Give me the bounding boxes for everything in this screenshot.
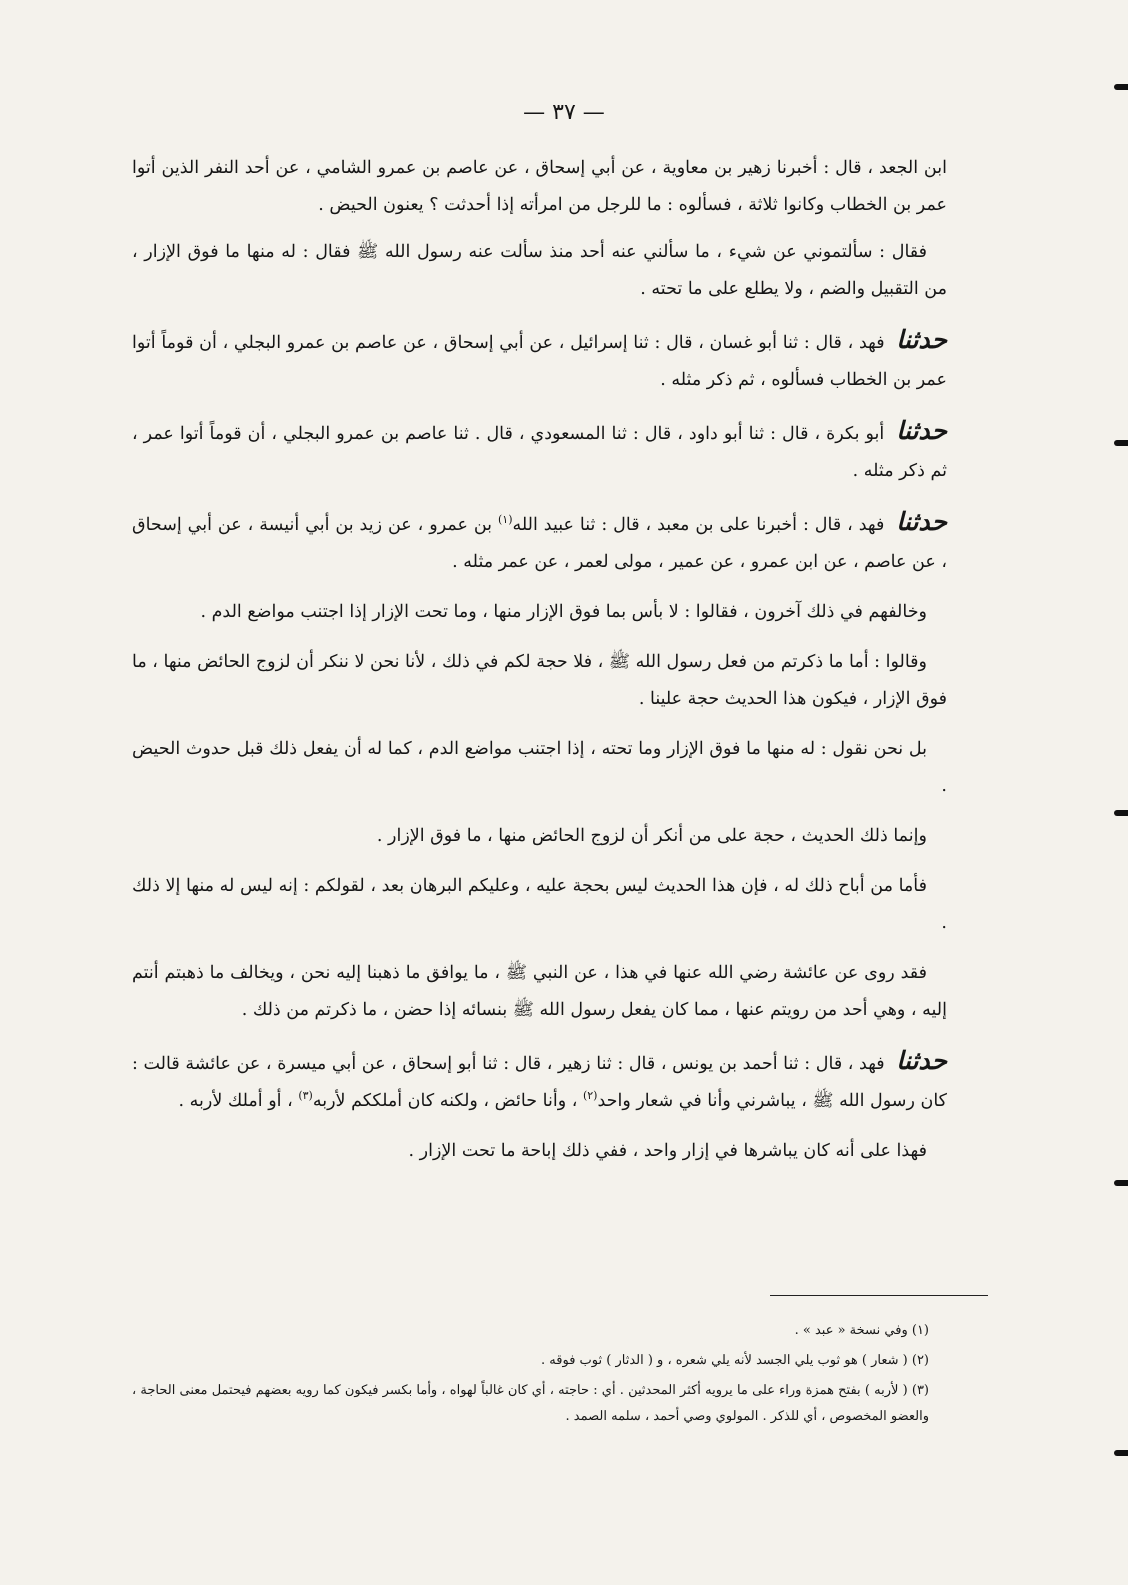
paragraph: بل نحن نقول : له منها ما فوق الإزار وما تحته ، إذا اجتنب مواضع الدم ، كما له أن يفعل ذلك قبل حدوث الحيض . bbox=[132, 739, 947, 796]
edge-mark bbox=[1114, 1180, 1128, 1186]
paragraph-text: فهد ، قال : ثنا أبو غسان ، قال : ثنا إسرائيل ، عن أبي إسحاق ، عن عاصم بن عمرو البجلي ، أن قوماً أتوا عمر بن الخطاب فسألوه ، ثم ذكر مثله . bbox=[132, 333, 947, 390]
footnote: (٢) ( شعار ) هو ثوب يلي الجسد لأنه يلي شعره ، و ( الدثار ) ثوب فوقه . bbox=[541, 1353, 929, 1368]
edge-mark bbox=[1114, 84, 1128, 90]
paragraph-text: بن عمرو ، عن زيد بن أبي أنيسة ، عن أبي إسحاق ، عن عاصم ، عن ابن عمرو ، عن عمير ، مولى لعمر ، عن عمر مثله . bbox=[132, 515, 947, 572]
footnote: (٣) ( لأربه ) بفتح همزة وراء على ما يرويه أكثر المحدثين . أي : حاجته ، أي كان غالباً لهواه ، وأما بكسر فيكون كما رويه بعضهم فيحتمل معنى الحاجة ، والعضو المخصوص ، أي للذكر . المولوي وصي أحمد ، سلمه الصمد . bbox=[132, 1383, 929, 1424]
footnote-ref: (٣) bbox=[298, 1089, 313, 1103]
paragraph bbox=[132, 503, 947, 581]
paragraph: ابن الجعد ، قال : أخبرنا زهير بن معاوية ، عن أبي إسحاق ، عن عاصم بن عمرو الشامي ، عن أحد النفر الذين أتوا عمر بن الخطاب وكانوا ثلاثة ، فسألوه : ما للرجل من امرأته إذا أحدثت ؟ يعنون الحيض . bbox=[132, 158, 947, 215]
paragraph: وخالفهم في ذلك آخرون ، فقالوا : لا بأس بما فوق الإزار منها ، وما تحت الإزار إذا اجتنب مواضع الدم . bbox=[200, 602, 927, 622]
footnotes bbox=[132, 1318, 947, 1434]
paragraph: وقالوا : أما ما ذكرتم من فعل رسول الله ﷺ ، فلا حجة لكم في ذلك ، لأنا نحن لا ننكر أن لزوج الحائض منها ، ما فوق الإزار ، فيكون هذا الحديث حجة علينا . bbox=[132, 652, 947, 709]
paragraph: فقد روى عن عائشة رضي الله عنها في هذا ، عن النبي ﷺ ، ما يوافق ما ذهبنا إليه نحن ، ويخالف ما ذهبتم أنتم إليه ، وهي أحد من رويتم عنها ، مما كان يفعل رسول الله ﷺ بنسائه إذا حضن ، ما ذكرتم من ذلك . bbox=[132, 963, 947, 1020]
edge-mark bbox=[1114, 440, 1128, 446]
paragraph-text: ، أو أملك لأربه . bbox=[178, 1091, 299, 1111]
paragraph: فأما من أباح ذلك له ، فإن هذا الحديث ليس بحجة عليه ، وعليكم البرهان بعد ، لقولكم : إنه ليس له منها إلا ذلك . bbox=[132, 876, 947, 933]
footnote-ref: (٢) bbox=[582, 1089, 598, 1103]
paragraph: فقال : سألتموني عن شيء ، ما سألني عنه أحد منذ سألت عنه رسول الله ﷺ فقال : له منها ما فوق الإزار ، من التقبيل والضم ، ولا يطلع على ما تحته . bbox=[132, 242, 947, 299]
footnote: (١) وفي نسخة « عبد » . bbox=[794, 1323, 929, 1338]
paragraph: فهذا على أنه كان يباشرها في إزار واحد ، ففي ذلك إباحة ما تحت الإزار . bbox=[408, 1141, 927, 1161]
paragraph-text: ، وأنا حائض ، ولكنه كان أملككم لأربه bbox=[312, 1091, 583, 1111]
body-text bbox=[132, 150, 947, 1183]
haddathana-heading: حدثنا bbox=[896, 507, 947, 536]
footnote-ref: (١) bbox=[497, 513, 513, 527]
edge-mark bbox=[1114, 810, 1128, 816]
edge-mark bbox=[1114, 1450, 1128, 1456]
paragraph bbox=[132, 1042, 947, 1120]
haddathana-heading: حدثنا bbox=[896, 1046, 947, 1075]
footnote-rule bbox=[770, 1295, 988, 1296]
paragraph-text: فهد ، قال : أخبرنا على بن معبد ، قال : ثنا عبيد الله bbox=[512, 515, 885, 535]
haddathana-heading: حدثنا bbox=[896, 325, 947, 354]
page-number: — ٣٧ — bbox=[523, 100, 605, 125]
paragraph bbox=[132, 412, 947, 490]
haddathana-heading: حدثنا bbox=[896, 416, 947, 445]
paragraph-text: فهد ، قال : ثنا أحمد بن يونس ، قال : ثنا زهير ، قال : ثنا أبو إسحاق ، عن أبي ميسرة ، عن عائشة قالت : كان رسول الله ﷺ ، يباشرني وأنا في شعار واحد bbox=[132, 1054, 947, 1111]
paragraph: وإنما ذلك الحديث ، حجة على من أنكر أن لزوج الحائض منها ، ما فوق الإزار . bbox=[376, 826, 927, 846]
paragraph bbox=[132, 321, 947, 399]
paragraph-text: أبو بكرة ، قال : ثنا أبو داود ، قال : ثنا المسعودي ، قال . ثنا عاصم بن عمرو البجلي ، أن قوماً أتوا عمر ، ثم ذكر مثله . bbox=[132, 424, 947, 481]
